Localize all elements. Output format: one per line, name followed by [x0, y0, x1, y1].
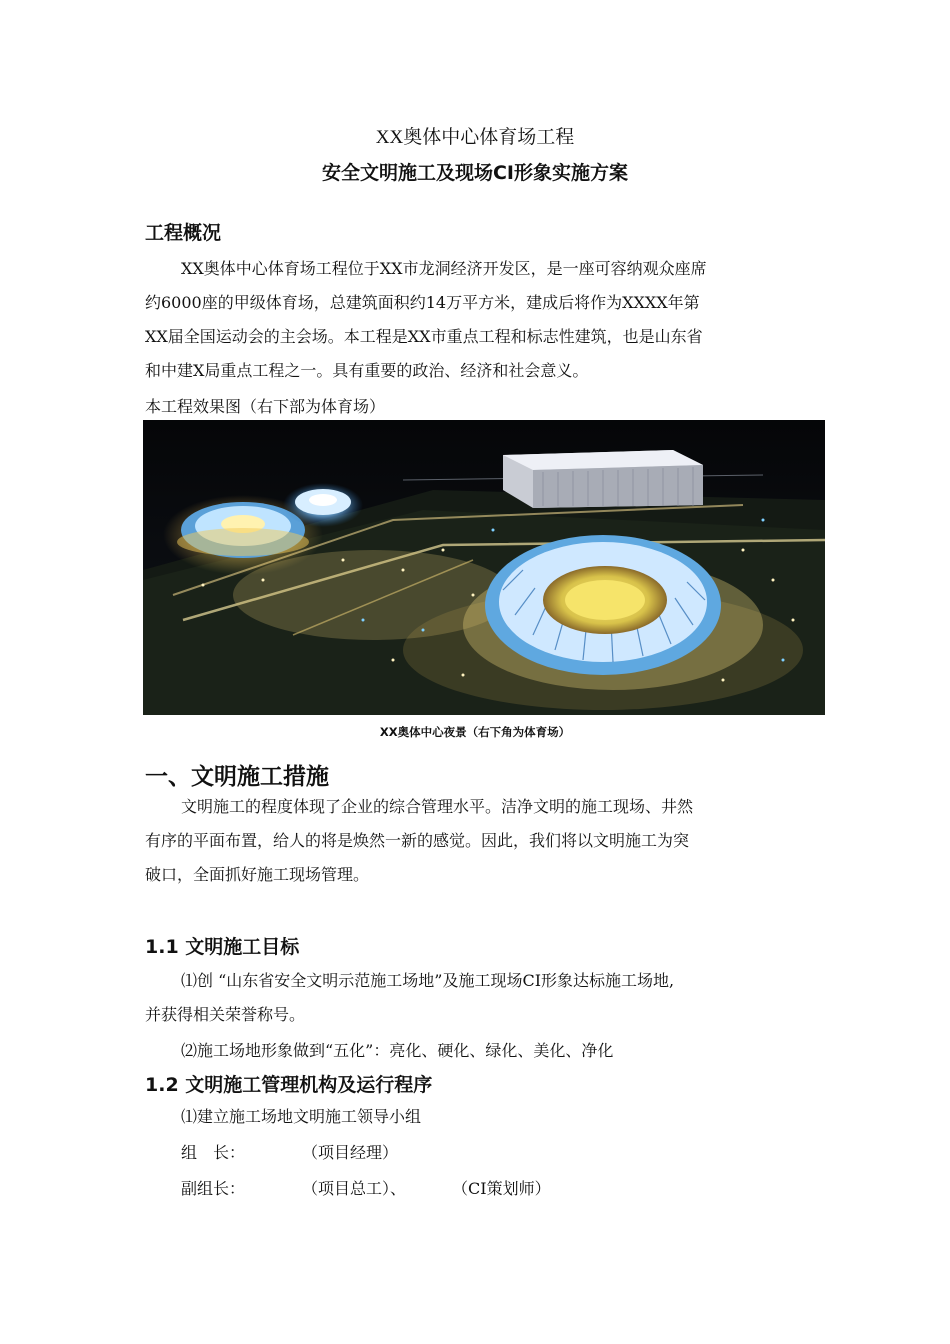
stadium-night-photo	[143, 420, 825, 715]
leader-label: 组 长：	[181, 1143, 246, 1162]
overview-line-1: XX奥体中心体育场工程位于XX市龙洞经济开发区，是一座可容纳观众座席	[181, 259, 707, 278]
overview-heading: 工程概况	[145, 222, 222, 244]
section1-line-3: 破口，全面抓好施工现场管理。	[145, 865, 370, 884]
leader-value: （项目经理）	[302, 1143, 399, 1162]
section1-line-2: 有序的平面布置，给人的将是焕然一新的感觉。因此，我们将以文明施工为突	[145, 831, 690, 850]
deputy-value-2: （CI策划师）	[452, 1179, 551, 1198]
section1-line-1: 文明施工的程度体现了企业的综合管理水平。洁净文明的施工现场、井然	[181, 797, 694, 816]
section1-2-heading: 1.2 文明施工管理机构及运行程序	[145, 1074, 433, 1096]
goal-item1-line1: ⑴创 “山东省安全文明示范施工场地”及施工现场CI形象达标施工场地,	[181, 971, 675, 990]
org-item1: ⑴建立施工场地文明施工领导小组	[181, 1107, 422, 1126]
doc-title-line1: XX奥体中心体育场工程	[375, 127, 575, 148]
deputy-label: 副组长：	[181, 1179, 246, 1198]
deputy-value-1: （项目总工）、	[302, 1179, 407, 1198]
doc-title-line2: 安全文明施工及现场CI形象实施方案	[321, 162, 628, 184]
overview-line-2: 约6000座的甲级体育场，总建筑面积约14万平方米，建成后将作为XXXX年第	[145, 293, 700, 312]
section1-heading: 一、文明施工措施	[145, 764, 329, 790]
goal-item2: ⑵施工场地形象做到“五化”：亮化、硬化、绿化、美化、净化	[181, 1041, 614, 1060]
goal-item1-line2: 并获得相关荣誉称号。	[145, 1005, 306, 1024]
overview-line-4: 和中建X局重点工程之一。具有重要的政治、经济和社会意义。	[145, 361, 589, 380]
figure-label: 本工程效果图（右下部为体育场）	[145, 397, 386, 416]
image-caption: XX奥体中心夜景（右下角为体育场）	[379, 725, 571, 739]
overview-line-3: XX届全国运动会的主会场。本工程是XX市重点工程和标志性建筑，也是山东省	[145, 327, 703, 346]
section1-1-heading: 1.1 文明施工目标	[145, 936, 300, 958]
